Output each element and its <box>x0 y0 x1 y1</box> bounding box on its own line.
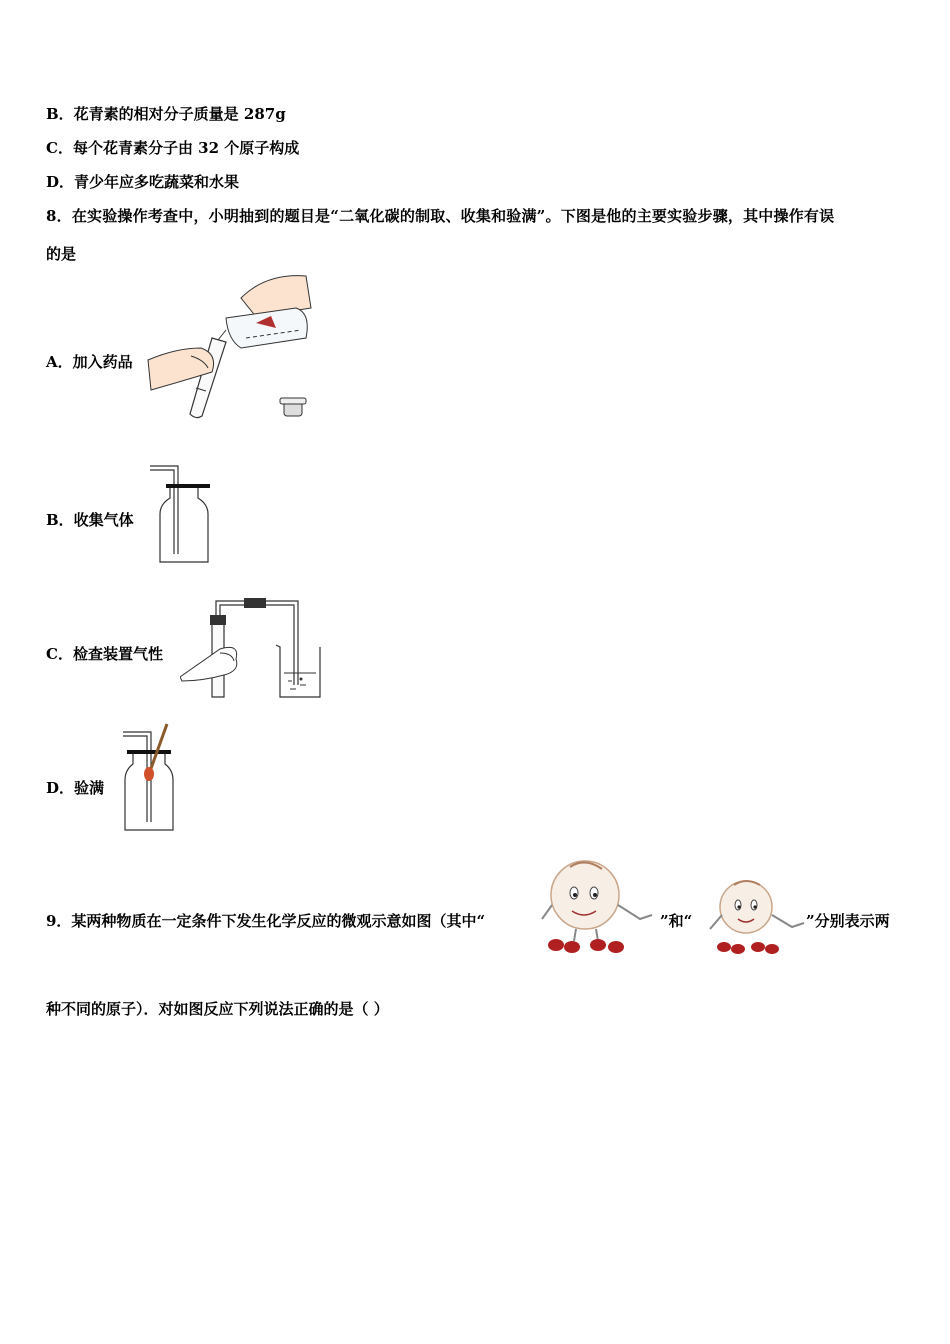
q8-stem-line1: 8．在实验操作考查中，小明抽到的题目是“二氧化碳的制取、收集和验满”。下图是他的主要实验步骤，其中操作有误 <box>46 207 835 225</box>
pouring-liquid-figure <box>146 268 326 428</box>
q9-stem-part2: ”和“ <box>660 912 693 930</box>
q8-stem-line2: 的是 <box>46 245 77 263</box>
large-atom-cartoon-icon <box>540 857 660 957</box>
q7-option-c: C．每个花青素分子由 32 个原子构成 <box>46 139 300 157</box>
airtightness-check-figure <box>180 593 325 703</box>
small-atom-cartoon-icon <box>708 875 808 957</box>
q9-stem-part1: 9．某两种物质在一定条件下发生化学反应的微观示意如图（其中“ <box>46 912 486 930</box>
q9-stem-part3: ”分别表示两 <box>806 912 890 930</box>
q8-option-d-label: D．验满 <box>46 779 105 797</box>
q7-option-b: B．花青素的相对分子质量是 287g <box>46 105 286 123</box>
q8-option-c-label: C．检查装置气性 <box>46 645 163 663</box>
q7-option-d: D．青少年应多吃蔬菜和水果 <box>46 173 240 191</box>
q9-stem-line2: 种不同的原子）．对如图反应下列说法正确的是（ ） <box>46 1000 389 1018</box>
gas-collecting-bottle-figure <box>148 462 218 567</box>
q8-option-b-label: B．收集气体 <box>46 511 134 529</box>
burning-stick-test-figure <box>115 722 185 834</box>
q8-option-a-label: A．加入药品 <box>46 353 133 371</box>
